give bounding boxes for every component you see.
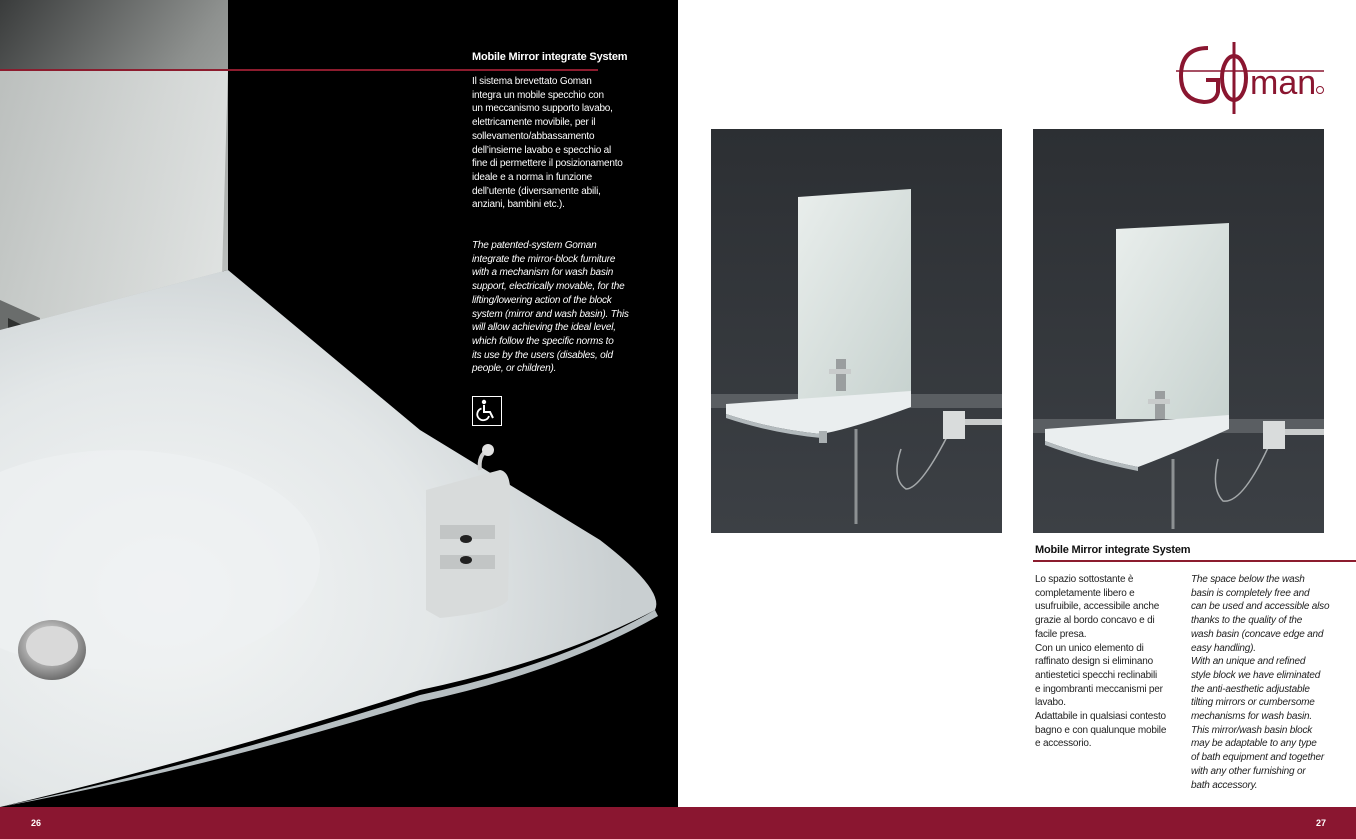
section-heading: Mobile Mirror integrate System [472, 51, 628, 63]
left-page [0, 0, 678, 807]
goman-logo [1176, 38, 1326, 118]
page-number-right: 27 [1315, 818, 1326, 828]
heading-rule-right [1033, 560, 1356, 562]
english-description-right: The space below the wash basin is completely free and can be used and accessible also thanks to the quality of the wash basin (concave edge and easy handling). With an unique and refined style block we have eliminated the anti-aesthetic adjustable tilting mirrors or cumbersome mechanisms for wash basin. This mirror/wash basin block may be adaptable to any type of bath equipment and together with any other furnishing or bath accessory. [1191, 574, 1330, 791]
italian-description: Il sistema brevettato Goman integra un mobile specchio con un meccanismo supporto lavabo, elettricamente movibile, per il sollevamento/abbassamento dell’insieme lavabo e specchio al fine di permettere il posizionamento ideale e a norma in funzione dell’utente (diversamente abili, anziani, bambini etc.). [472, 76, 623, 211]
english-description: The patented-system Goman integrate the mirror-block furniture with a mechanism for wash basin support, electrically movable, for the lifting/lowering action of the block system (mirror and wash basin). This will allow achieving the ideal level, which follow the specific norms to its use by the users (disables, old people, or children). [472, 240, 629, 375]
italian-description-right: Lo spazio sottostante è completamente libero e usufruibile, accessibile anche grazie al bordo concavo e di facile presa. Con un unico elemento di raffinato design si eliminano antiestetici specchi reclinabili e ingombranti meccanismi per lavabo. Adattabile in qualsiasi contesto bagno e con qualunque mobile e accessorio. [1035, 574, 1167, 750]
mirror-basin-photo-lowered [711, 129, 1002, 533]
footer-bar [0, 807, 1356, 839]
heading-rule [0, 69, 598, 71]
section-heading-right: Mobile Mirror integrate System [1035, 544, 1191, 556]
wheelchair-accessibility-icon [472, 396, 502, 426]
mirror-basin-photo-raised [1033, 129, 1324, 533]
page-number-left: 26 [31, 818, 42, 828]
svg-text:man: man [1250, 64, 1317, 102]
